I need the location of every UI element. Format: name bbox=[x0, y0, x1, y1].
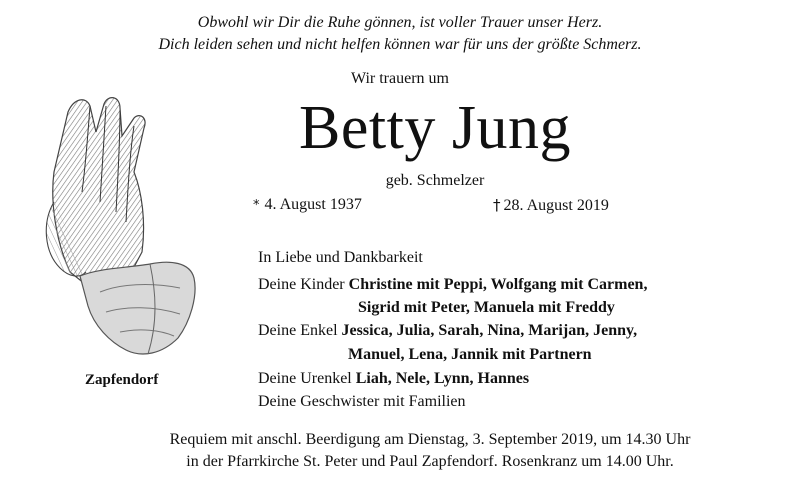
birth-date-line bbox=[253, 196, 362, 214]
maiden-name: geb. Schmelzer bbox=[385, 172, 485, 189]
dedication: In Liebe und Dankbarkeit bbox=[258, 249, 423, 266]
grandchildren-line-1 bbox=[258, 321, 637, 341]
children-names-1: Christine mit Peppi, Wolfgang mit Carmen, bbox=[348, 276, 648, 293]
grandchildren-label: Deine Enkel bbox=[258, 322, 338, 339]
great-grandchildren-line bbox=[258, 369, 529, 389]
children-line-2 bbox=[358, 298, 615, 318]
grandchildren-names-1: Jessica, Julia, Sarah, Nina, Marijan, Jenny, bbox=[341, 322, 638, 339]
service-info-line-1: Requiem mit anschl. Beerdigung am Dienstag, 3. September 2019, um 14.30 Uhr bbox=[169, 431, 691, 448]
birth-date: 4. August 1937 bbox=[264, 196, 362, 213]
siblings-line: Deine Geschwister mit Familien bbox=[258, 393, 466, 410]
intro-text: Wir trauern um bbox=[351, 70, 449, 87]
quote-line-1: Obwohl wir Dir die Ruhe gönnen, ist voller Trauer unser Herz. bbox=[197, 14, 603, 31]
quote-line-2: Dich leiden sehen und nicht helfen können war für uns der größte Schmerz. bbox=[158, 36, 642, 53]
children-line-1 bbox=[258, 275, 647, 295]
grandchildren-line-2 bbox=[348, 345, 592, 365]
great-grandchildren-label: Deine Urenkel bbox=[258, 370, 352, 387]
children-label: Deine Kinder bbox=[258, 276, 345, 293]
children-names-2: Sigrid mit Peter, Manuela mit Freddy bbox=[358, 299, 615, 316]
cross-icon: † bbox=[493, 196, 501, 214]
grandchildren-names-2: Manuel, Lena, Jannik mit Partnern bbox=[348, 346, 592, 363]
great-grandchildren-names: Liah, Nele, Lynn, Hannes bbox=[355, 370, 530, 387]
place-name: Zapfendorf bbox=[85, 372, 159, 388]
praying-hands-icon bbox=[30, 92, 200, 364]
death-date: 28. August 2019 bbox=[503, 197, 609, 214]
birth-star-icon: * bbox=[253, 198, 260, 213]
deceased-name: Betty Jung bbox=[299, 94, 571, 162]
death-date-line bbox=[493, 196, 609, 215]
service-info-line-2: in der Pfarrkirche St. Peter und Paul Zapfendorf. Rosenkranz um 14.00 Uhr. bbox=[186, 453, 674, 470]
